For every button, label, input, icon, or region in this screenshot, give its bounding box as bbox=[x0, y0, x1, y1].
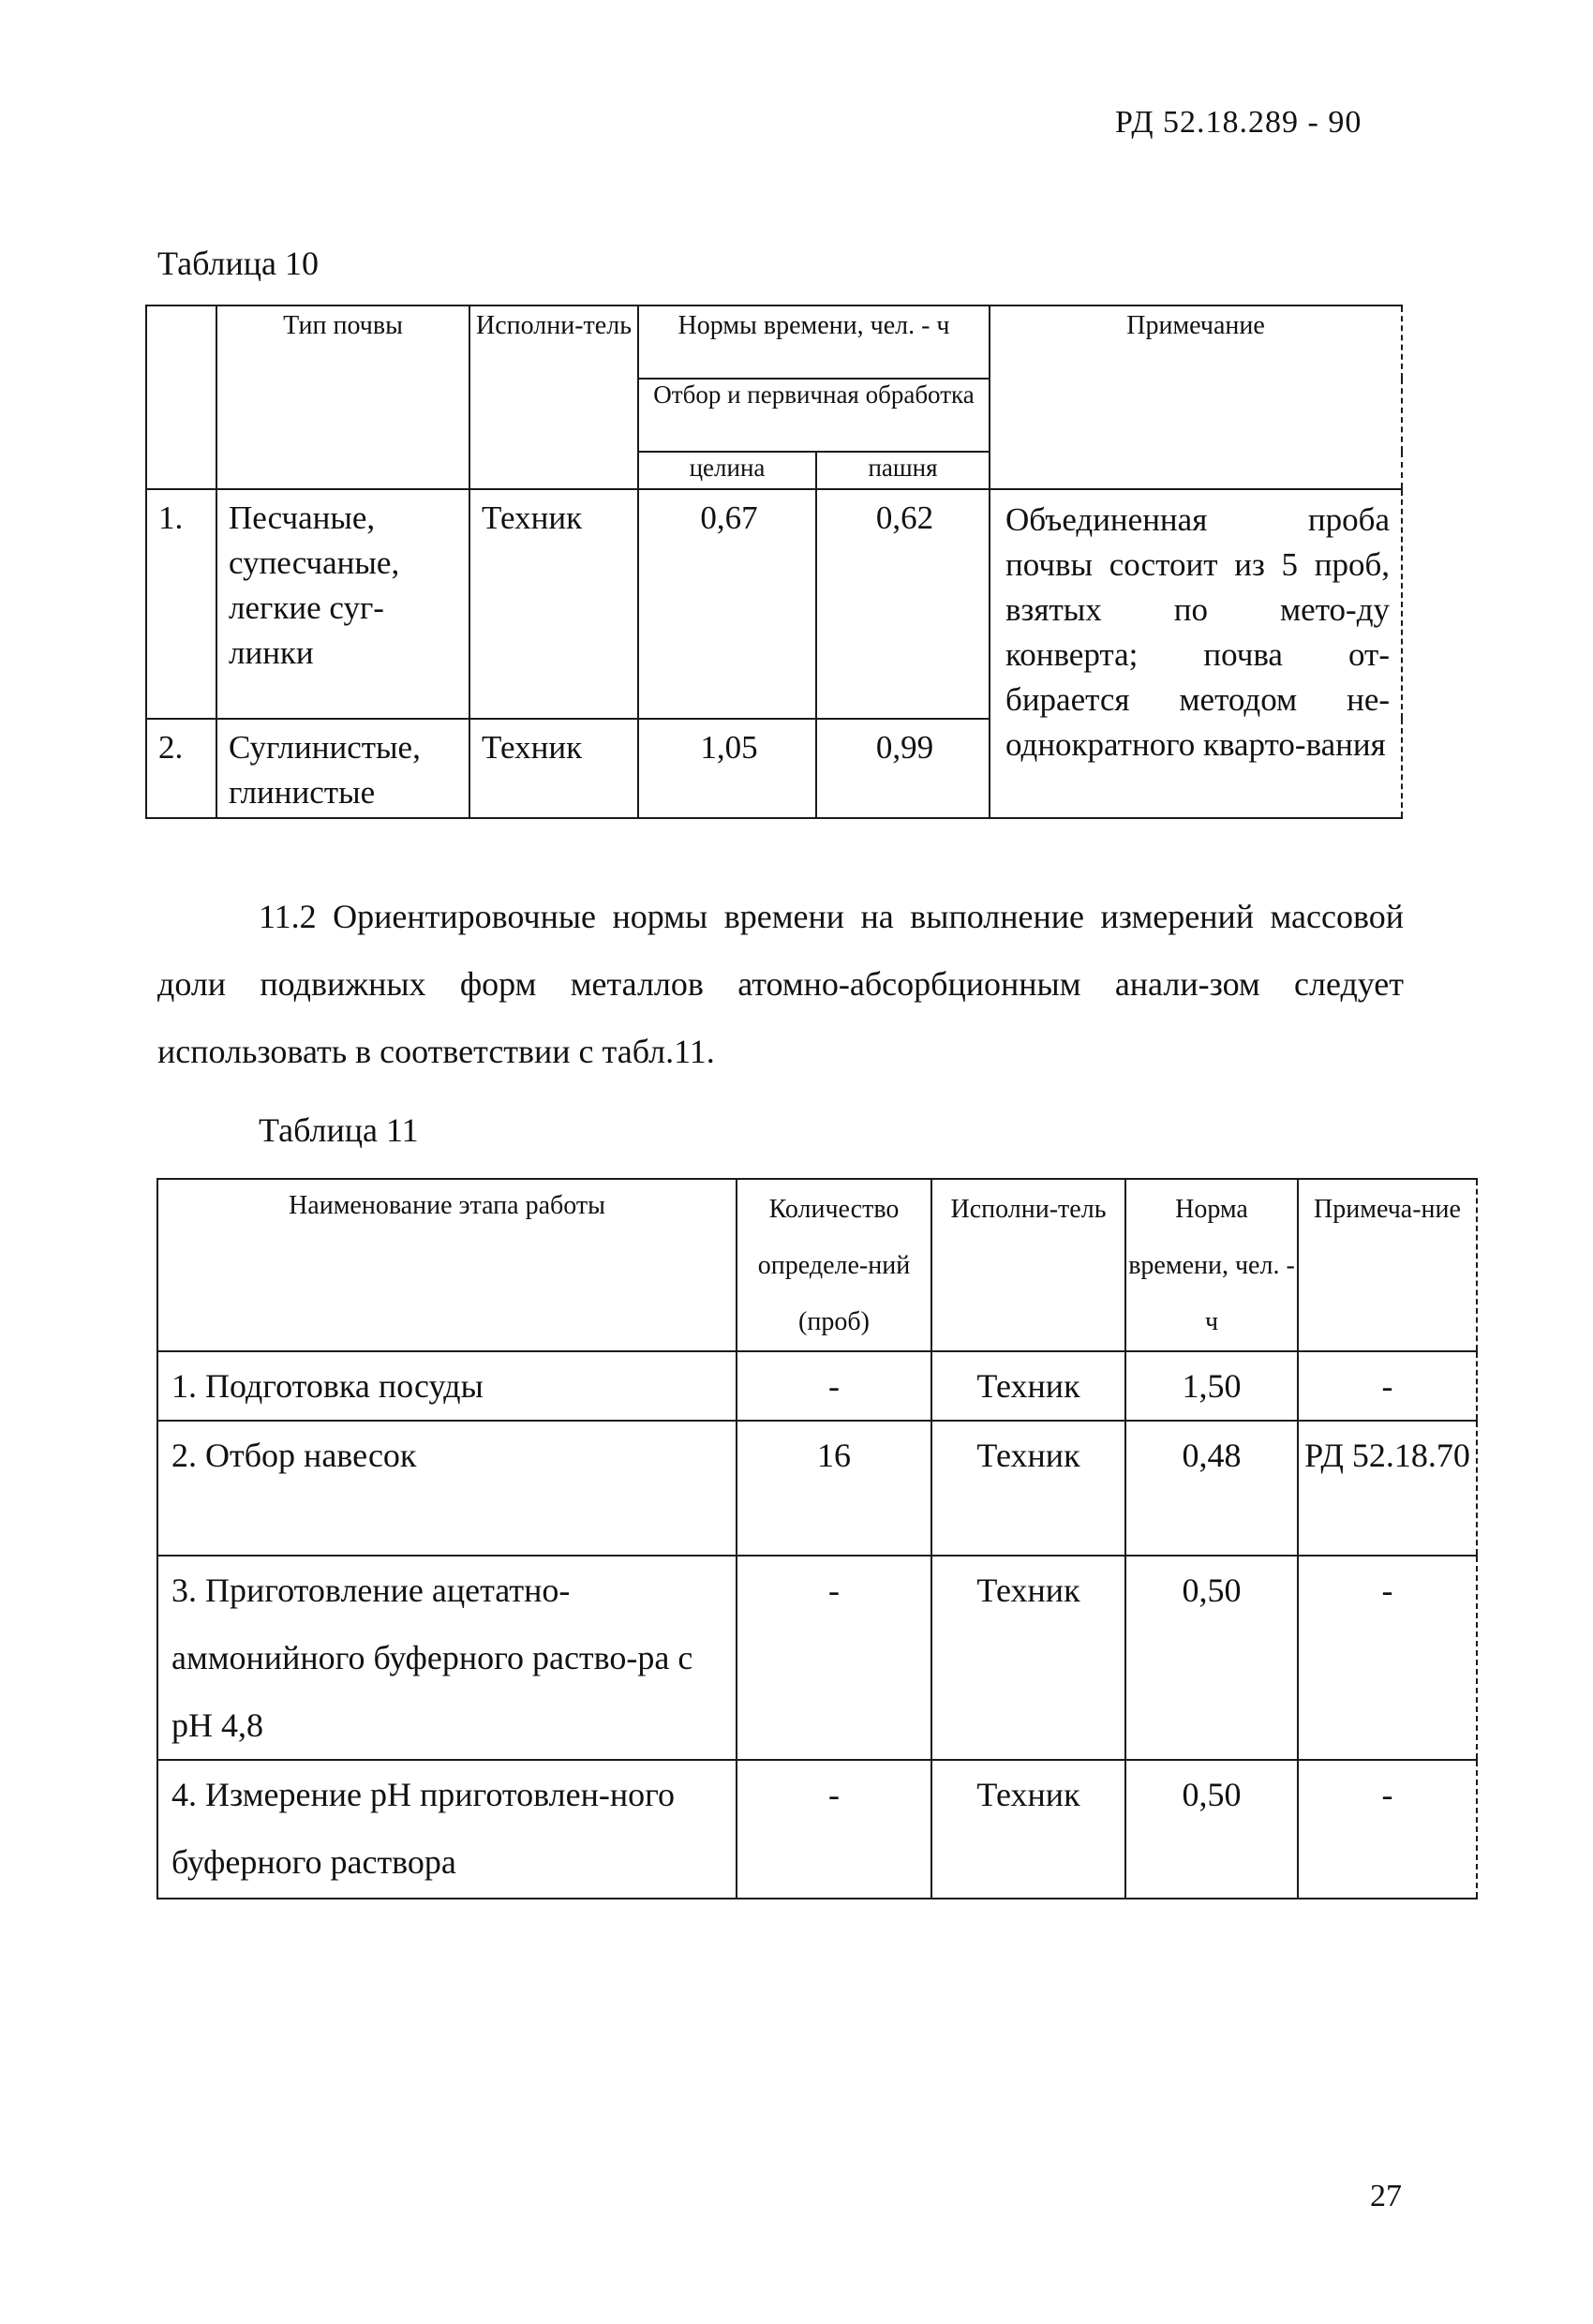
norm: 0,48 bbox=[1125, 1421, 1298, 1556]
note: РД 52.18.70 bbox=[1298, 1421, 1477, 1556]
count: - bbox=[737, 1760, 931, 1899]
performer: Техник bbox=[931, 1760, 1125, 1899]
stage-name: 3. Приготовление ацетатно-аммонийного буферного раство-ра с pH 4,8 bbox=[157, 1556, 737, 1760]
table-10-header-number bbox=[146, 305, 216, 489]
table-10-header-virgin: целина bbox=[638, 452, 816, 489]
performer: Техник bbox=[931, 1351, 1125, 1421]
norm-arable: 0,99 bbox=[816, 719, 990, 818]
table-10-header-sampling: Отбор и первичная обработка bbox=[638, 379, 990, 452]
count: - bbox=[737, 1351, 931, 1421]
count: 16 bbox=[737, 1421, 931, 1556]
count: - bbox=[737, 1556, 931, 1760]
norm-virgin: 1,05 bbox=[638, 719, 816, 818]
performer: Техник bbox=[931, 1421, 1125, 1556]
performer: Техник bbox=[469, 719, 638, 818]
table-10-caption: Таблица 10 bbox=[157, 245, 319, 282]
table-row bbox=[157, 1556, 1477, 1760]
note: - bbox=[1298, 1760, 1477, 1899]
table-10-header-performer: Исполни-тель bbox=[469, 305, 638, 489]
table-10 bbox=[145, 305, 1403, 819]
performer: Техник bbox=[931, 1556, 1125, 1760]
norm: 1,50 bbox=[1125, 1351, 1298, 1421]
table-10-header-time-norms: Нормы времени, чел. - ч bbox=[638, 305, 990, 379]
note: - bbox=[1298, 1351, 1477, 1421]
norm: 0,50 bbox=[1125, 1760, 1298, 1899]
norm-virgin: 0,67 bbox=[638, 489, 816, 719]
soil-type: Суглинистые, глинистые bbox=[216, 719, 469, 818]
table-11-header-performer: Исполни-тель bbox=[931, 1179, 1125, 1351]
row-number: 1. bbox=[146, 489, 216, 719]
stage-name: 4. Измерение pH приготовлен-ного буферного раствора bbox=[157, 1760, 737, 1899]
table-11 bbox=[156, 1178, 1478, 1899]
norm: 0,50 bbox=[1125, 1556, 1298, 1760]
note: - bbox=[1298, 1556, 1477, 1760]
table-11-header-note: Примеча-ние bbox=[1298, 1179, 1477, 1351]
table-11-caption: Таблица 11 bbox=[259, 1111, 419, 1149]
section-11-2-paragraph: 11.2 Ориентировочные нормы времени на выполнение измерений массовой доли подвижных форм металлов атомно-абсорбционным анали-зом следует использовать в соответствии с табл.11. bbox=[157, 898, 1404, 1070]
table-10-header-note: Примечание bbox=[990, 305, 1402, 489]
soil-type: Песчаные, супесчаные, легкие суг-линки bbox=[216, 489, 469, 719]
page-number: 27 bbox=[1370, 2179, 1402, 2213]
norm-arable: 0,62 bbox=[816, 489, 990, 719]
table-row bbox=[157, 1760, 1477, 1899]
table-row bbox=[146, 489, 1402, 719]
table-11-header-stage: Наименование этапа работы bbox=[157, 1179, 737, 1351]
document-code: РД 52.18.289 - 90 bbox=[1115, 105, 1362, 140]
table-row bbox=[157, 1421, 1477, 1556]
table-10-header-soil-type: Тип почвы bbox=[216, 305, 469, 489]
table-10-header-arable: пашня bbox=[816, 452, 990, 489]
table-11-header-count: Количество определе-ний (проб) bbox=[737, 1179, 931, 1351]
stage-name: 2. Отбор навесок bbox=[157, 1421, 737, 1556]
table-row bbox=[157, 1351, 1477, 1421]
performer: Техник bbox=[469, 489, 638, 719]
table-11-header-norm: Норма времени, чел. - ч bbox=[1125, 1179, 1298, 1351]
table-10-note: Объединенная проба почвы состоит из 5 проб, взятых по мето-ду конверта; почва от-бирается методом не-однократного кварто-вания bbox=[990, 489, 1402, 818]
stage-name: 1. Подготовка посуды bbox=[157, 1351, 737, 1421]
row-number: 2. bbox=[146, 719, 216, 818]
